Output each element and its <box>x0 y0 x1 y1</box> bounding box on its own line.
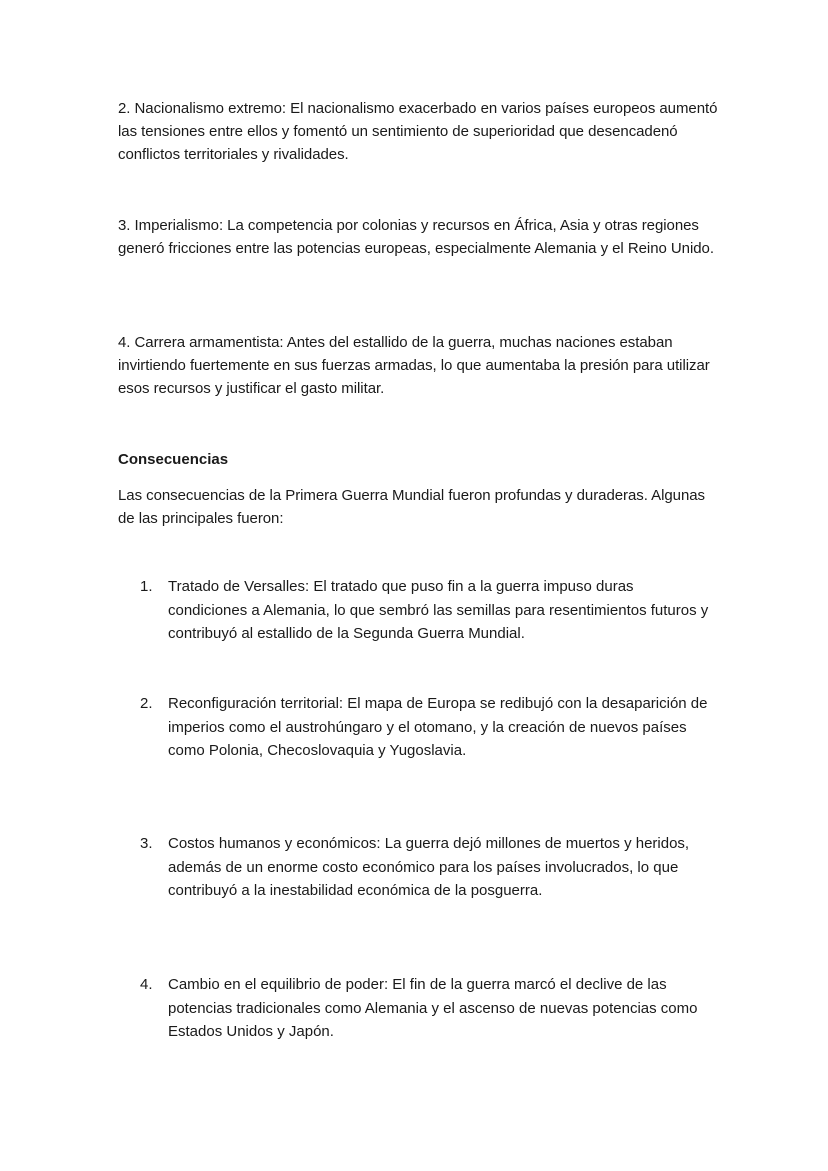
cause-paragraph-arms-race: 4. Carrera armamentista: Antes del estallido de la guerra, muchas naciones estaban invirtiendo fuertemente en sus fuerzas armadas, lo que aumentaba la presión para utilizar esos recursos y justificar el gasto militar. <box>118 334 710 397</box>
list-item-text: Costos humanos y económicos: La guerra dejó millones de muertos y heridos, además de un enorme costo económico para los países involucrados, lo que contribuyó a la inestabilidad económica de la posguerra. <box>168 835 690 899</box>
list-item-number: 3. <box>140 835 153 852</box>
list-item-text: Reconfiguración territorial: El mapa de Europa se redibujó con la desaparición de imperios como el austrohúngaro y el otomano, y la creación de nuevos países como Polonia, Checoslovaquia y Yugoslavia. <box>168 695 708 759</box>
section-heading-consequences: Consecuencias <box>118 451 229 468</box>
cause-paragraph-nationalism: 2. Nacionalismo extremo: El nacionalismo exacerbado en varios países europeos aumentó las tensiones entre ellos y fomentó un sentimiento de superioridad que desencadenó conflictos territoriales y rivalidades. <box>118 100 718 163</box>
consequences-intro: Las consecuencias de la Primera Guerra Mundial fueron profundas y duraderas. Algunas de las principales fueron: <box>118 487 705 527</box>
list-item-text: Tratado de Versalles: El tratado que puso fin a la guerra impuso duras condiciones a Alemania, lo que sembró las semillas para resentimientos futuros y contribuyó al estallido de la Segunda Guerra Mundial. <box>168 578 709 642</box>
cause-paragraph-imperialism: 3. Imperialismo: La competencia por colonias y recursos en África, Asia y otras regiones generó fricciones entre las potencias europeas, especialmente Alemania y el Reino Unido. <box>118 217 714 257</box>
list-item-number: 1. <box>140 578 153 595</box>
list-item-number: 2. <box>140 695 153 712</box>
list-item-text: Cambio en el equilibrio de poder: El fin de la guerra marcó el declive de las potencias tradicionales como Alemania y el ascenso de nuevas potencias como Estados Unidos y Japón. <box>168 976 698 1040</box>
list-item-number: 4. <box>140 976 153 993</box>
